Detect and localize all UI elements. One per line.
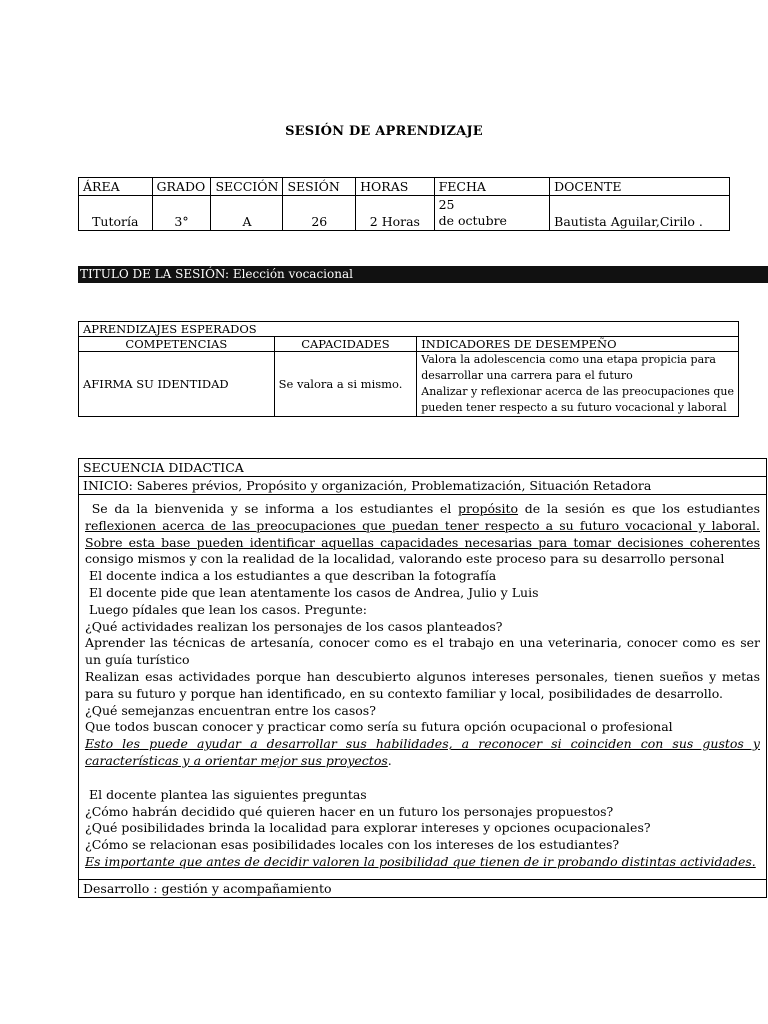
competencia-cell: AFIRMA SU IDENTIDAD [79, 352, 275, 417]
aprendizajes-table [78, 321, 739, 417]
header-value-docente: Bautista Aguilar,Cirilo . [550, 196, 730, 231]
answer: Que todos buscan conocer y practicar como sería su futura opción ocupacional o profesional [85, 719, 673, 735]
secuencia-table [78, 458, 767, 898]
paragraph: El docente pide que lean atentamente los casos de Andrea, Julio y Luis [88, 584, 539, 600]
header-value-sesion: 26 [283, 196, 356, 231]
header-label-grado: GRADO [152, 178, 211, 196]
header-label-docente: DOCENTE [550, 178, 730, 196]
indicador-line: desarrollar una carrera para el futuro [421, 369, 633, 382]
paragraph: Luego pídales que lean los casos. Pregunte: [88, 601, 367, 617]
header-value-grado: 3° [152, 196, 211, 231]
paragraph: El docente indica a los estudiantes a que describan la fotografía [88, 568, 497, 584]
desarrollo-heading: Desarrollo : gestión y acompañamiento [79, 879, 767, 897]
indicador-line: Valora la adolescencia como una etapa propicia para [421, 353, 716, 366]
indicadores-cell [417, 352, 739, 417]
question: ¿Cómo se relacionan esas posibilidades locales con los intereses de los estudiantes? [85, 837, 620, 853]
capacidad-cell: Se valora a si mismo. [274, 352, 417, 417]
reflexionen-text: reflexionen acerca de las preocupaciones que puedan tener respecto a su futuro vocacional y laboral. Sobre esta base pueden identificar aquellas capacidades necesarias para tomar decisiones coherentes [85, 517, 760, 550]
question: ¿Cómo habrán decidido qué quieren hacer en un futuro los personajes propuestos? [85, 803, 614, 819]
col-competencias: COMPETENCIAS [79, 337, 275, 352]
col-capacidades: CAPACIDADES [274, 337, 417, 352]
header-label-seccion: SECCIÓN [211, 178, 283, 196]
secuencia-heading: SECUENCIA DIDACTICA [79, 459, 767, 477]
aprendizajes-heading: APRENDIZAJES ESPERADOS [79, 322, 739, 337]
header-value-area: Tutoría [79, 196, 153, 231]
fecha-month: de octubre [438, 213, 507, 228]
answer: Aprender las técnicas de artesanía, conocer como es el trabajo en una veterinaria, conocer como es ser un guía turístico [85, 635, 760, 668]
inicio-heading: INICIO: Saberes prévios, Propósito y organización, Problematización, Situación Retadora [79, 477, 767, 495]
session-title-bar: TITULO DE LA SESIÓN: Elección vocacional [78, 266, 768, 283]
header-value-seccion: A [211, 196, 283, 231]
header-label-sesion: SESIÓN [283, 178, 356, 196]
header-label-area: ÁREA [79, 178, 153, 196]
fecha-day: 25 [438, 197, 455, 212]
note-italic: Esto les puede ayudar a desarrollar sus habilidades, a reconocer si coinciden con sus gustos y características y a orientar mejor sus proyectos [85, 736, 760, 768]
closing-note: Es importante que antes de decidir valoren la posibilidad que tienen de ir probando distintas actividades. [85, 853, 756, 869]
inicio-body [79, 495, 767, 880]
header-label-fecha: FECHA [434, 178, 550, 196]
header-value-fecha [434, 196, 550, 231]
header-value-horas: 2 Horas [356, 196, 434, 231]
proposito-text: propósito [458, 501, 519, 516]
question: ¿Qué posibilidades brinda la localidad para explorar intereses y opciones ocupacionales? [85, 820, 651, 836]
col-indicadores: INDICADORES DE DESEMPEÑO [417, 337, 739, 352]
page-title: SESIÓN DE APRENDIZAJE [285, 124, 483, 139]
question: ¿Qué actividades realizan los personajes de los casos planteados? [85, 618, 503, 634]
note: Esto les puede ayudar a desarrollar sus habilidades, a reconocer si coinciden con sus gustos y características y a orientar mejor sus proyectos. [85, 736, 760, 768]
indicador-line: Analizar y reflexionar acerca de las preocupaciones que [421, 385, 734, 398]
intro-paragraph: Se da la bienvenida y se informa a los estudiantes el propósito de la sesión es que los estudiantes reflexionen acerca de las preocupaciones que puedan tener respecto a su futuro vocacional y laboral. Sobre esta base pueden identificar aquellas capacidades necesarias para tomar decisiones coherentes consigo mismos y con la realidad de la localidad, valorando este proceso para su desarrollo personal [85, 501, 760, 567]
indicador-line: pueden tener respecto a su futuro vocacional y laboral [421, 401, 727, 414]
header-label-horas: HORAS [356, 178, 434, 196]
question: ¿Qué semejanzas encuentran entre los casos? [85, 702, 376, 718]
answer: Realizan esas actividades porque han descubierto algunos intereses personales, tienen sueños y metas para su futuro y porque han identificado, en su contexto familiar y local, posibilidades de desarrollo. [85, 668, 760, 701]
paragraph: El docente plantea las siguientes preguntas [88, 786, 367, 802]
session-header-table [78, 177, 730, 231]
